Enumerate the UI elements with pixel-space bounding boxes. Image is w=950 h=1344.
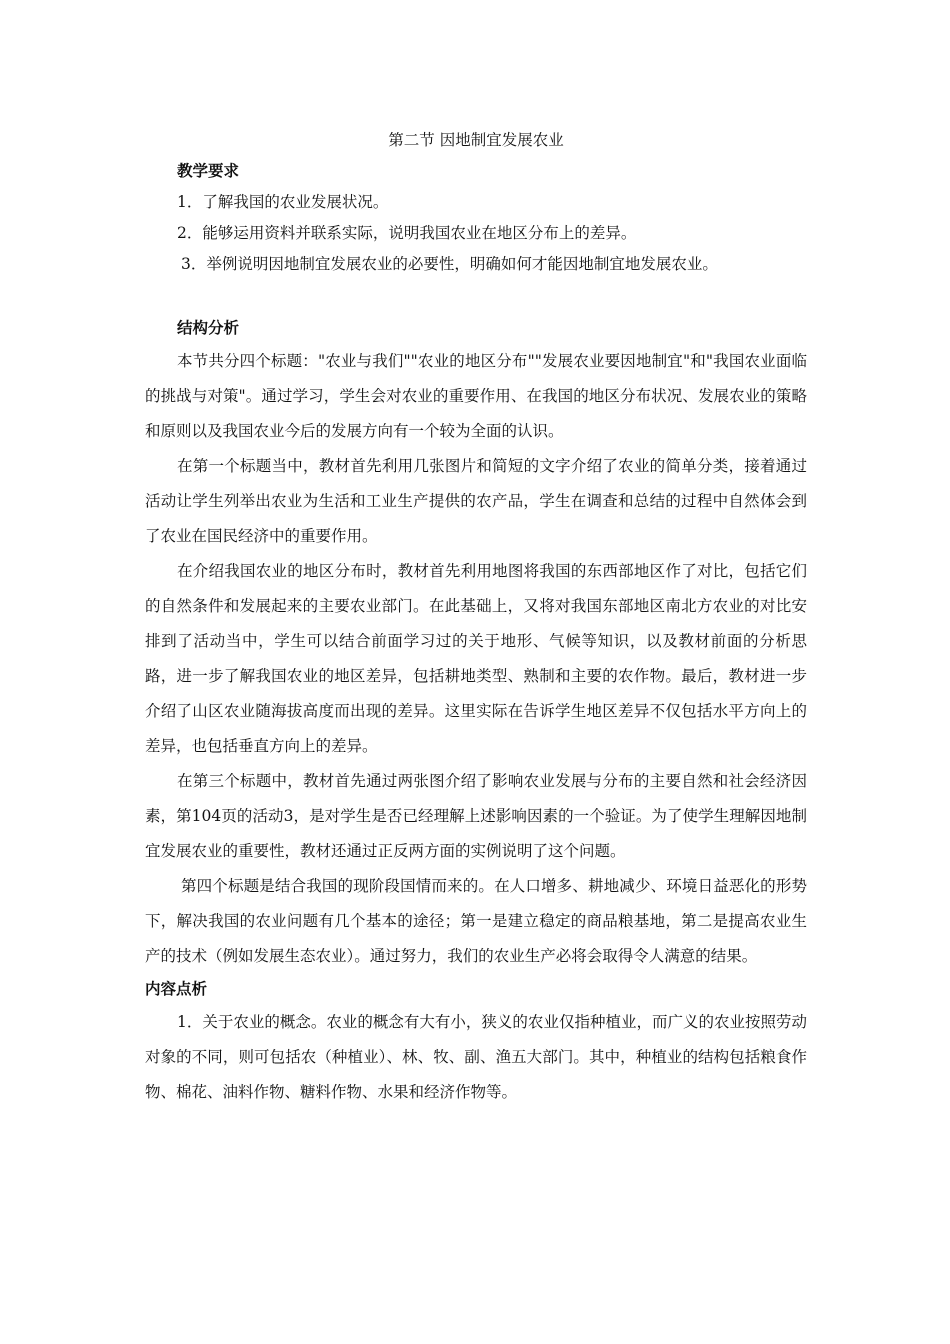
requirements-heading: 教学要求 xyxy=(177,162,240,180)
requirement-item: 1．了解我国的农业发展状况。 xyxy=(177,193,389,211)
content-paragraph: 1．关于农业的概念。农业的概念有大有小，狭义的农业仅指种植业，而广义的农业按照劳动对象的不同，则可包括农（种植业）、林、牧、副、渔五大部门。其中，种植业的结构包括粮食作物、棉花、油料作物、糖料作物、水果和经济作物等。 xyxy=(145,1013,807,1101)
structure-paragraph: 在第一个标题当中，教材首先利用几张图片和简短的文字介绍了农业的简单分类，接着通过活动让学生列举出农业为生活和工业生产提供的农产品，学生在调查和总结的过程中自然体会到了农业在国民经济中的重要作用。 xyxy=(145,457,807,545)
structure-paragraph: 第四个标题是结合我国的现阶段国情而来的。在人口增多、耕地减少、环境日益恶化的形势下，解决我国的农业问题有几个基本的途径；第一是建立稳定的商品粮基地，第二是提高农业生产的技术（例如发展生态农业）。通过努力，我们的农业生产必将会取得令人满意的结果。 xyxy=(145,877,807,965)
structure-heading: 结构分析 xyxy=(177,319,240,337)
structure-paragraph: 在第三个标题中，教材首先通过两张图介绍了影响农业发展与分布的主要自然和社会经济因素，第104页的活动3，是对学生是否已经理解上述影响因素的一个验证。为了使学生理解因地制宜发展农业的重要性，教材还通过正反两方面的实例说明了这个问题。 xyxy=(145,772,807,860)
structure-paragraph: 本节共分四个标题："农业与我们""农业的地区分布""发展农业要因地制宜"和"我国农业面临的挑战与对策"。通过学习，学生会对农业的重要作用、在我国的地区分布状况、发展农业的策略和原则以及我国农业今后的发展方向有一个较为全面的认识。 xyxy=(145,352,807,440)
document-title: 第二节 因地制宜发展农业 xyxy=(388,131,564,149)
requirement-item: 3．举例说明因地制宜发展农业的必要性，明确如何才能因地制宜地发展农业。 xyxy=(181,255,718,273)
requirement-item: 2．能够运用资料并联系实际，说明我国农业在地区分布上的差异。 xyxy=(177,224,637,242)
structure-paragraph: 在介绍我国农业的地区分布时，教材首先利用地图将我国的东西部地区作了对比，包括它们的自然条件和发展起来的主要农业部门。在此基础上，又将对我国东部地区南北方农业的对比安排到了活动当中，学生可以结合前面学习过的关于地形、气候等知识，以及教材前面的分析思路，进一步了解我国农业的地区差异，包括耕地类型、熟制和主要的农作物。最后，教材进一步介绍了山区农业随海拔高度而出现的差异。这里实际在告诉学生地区差异不仅包括水平方向上的差异，也包括垂直方向上的差异。 xyxy=(145,562,807,755)
section-spacer xyxy=(145,280,807,313)
document-content xyxy=(145,125,807,1110)
content-heading: 内容点析 xyxy=(145,980,208,998)
